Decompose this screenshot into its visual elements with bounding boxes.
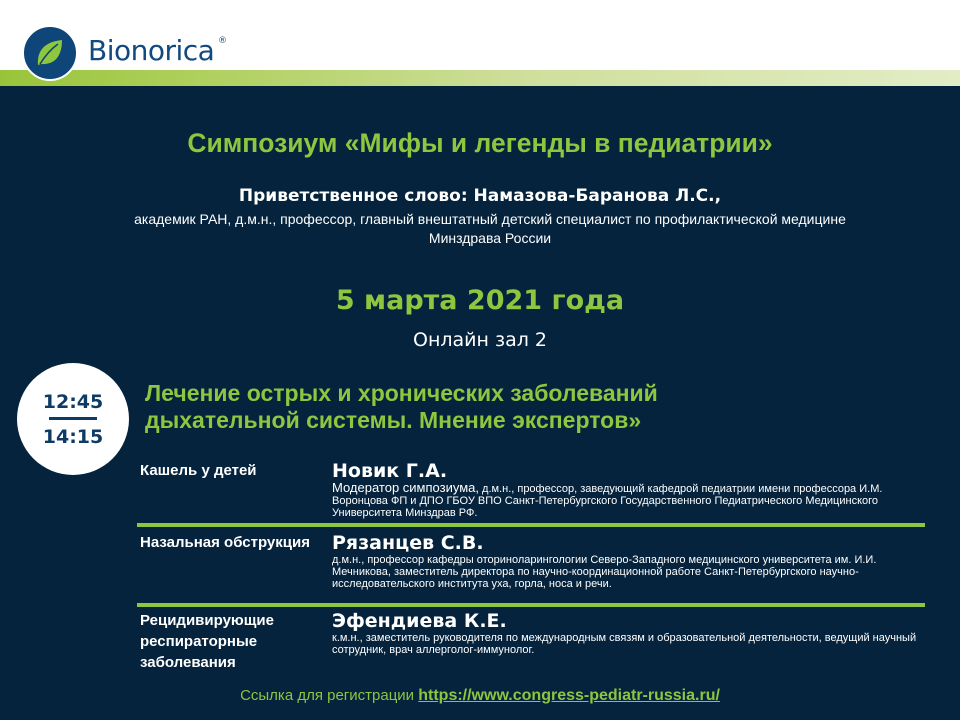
speaker-details: д.м.н., профессор кафедры оториноларингологии Северо-Западного медицинского университета им. И.И. Мечникова, заместитель директора по научно-координационной работе Санкт-Петербургского научно-исследовательского института уха, горла, носа и речи. — [332, 554, 877, 590]
session-title — [145, 380, 905, 434]
leaf-icon — [33, 36, 67, 70]
event-date: 5 марта 2021 года — [335, 285, 625, 316]
session-title-line-2: дыхательной системы. Мнение экспертов» — [145, 407, 642, 433]
registration-link[interactable]: https://www.congress-pediatr-russia.ru/ — [418, 687, 720, 704]
speaker-name: Рязанцев С.В. — [332, 532, 484, 554]
brand-name: Bionorica — [88, 34, 215, 67]
speaker-details: к.м.н., заместитель руководителя по международным связям и образовательной деятельности, ведущий научный сотрудник, врач аллерголог-иммунолог. — [332, 632, 917, 656]
event-hall: Онлайн зал 2 — [413, 329, 547, 351]
topic-label: Рецидивирующие респираторные заболевания — [140, 612, 274, 671]
topic-label: Кашель у детей — [140, 462, 257, 479]
speaker-block — [332, 610, 922, 656]
row-divider — [137, 603, 925, 607]
speaker-details: д.м.н., профессор, заведующий кафедрой педиатрии имени профессора И.М. Воронцова ФП и ДПО ГБОУ ВПО Санкт-Петербургского Государственного Педиатрического Медицинского Университета Минздрав РФ. — [332, 483, 883, 519]
time-separator — [49, 417, 97, 420]
registration-footer — [0, 687, 960, 705]
time-badge — [17, 363, 129, 475]
speaker-role: Модератор симпозиума, — [332, 480, 479, 495]
welcome-heading: Приветственное слово: Намазова-Баранова Л.С., — [238, 186, 722, 206]
registration-label: Ссылка для регистрации — [240, 687, 419, 704]
row-divider — [137, 523, 925, 527]
topic-label: Назальная обструкция — [140, 534, 310, 551]
start-time: 12:45 — [42, 390, 104, 413]
welcome-description: академик РАН, д.м.н., профессор, главный внештатный детский специалист по профилактической медицине Минздрава России — [134, 211, 846, 246]
header-stripe — [0, 70, 960, 86]
speaker-name: Эфендиева К.Е. — [332, 610, 507, 632]
logo-badge — [22, 25, 78, 81]
symposium-title: Симпозиум «Мифы и легенды в педиатрии» — [187, 128, 773, 158]
speaker-description — [332, 482, 922, 519]
end-time: 14:15 — [42, 425, 104, 448]
speaker-name: Новик Г.А. — [332, 460, 448, 482]
speaker-block — [332, 532, 922, 590]
registered-mark: ® — [218, 36, 227, 46]
session-title-line-1: Лечение острых и хронических заболеваний — [145, 380, 658, 406]
speaker-block — [332, 460, 922, 519]
